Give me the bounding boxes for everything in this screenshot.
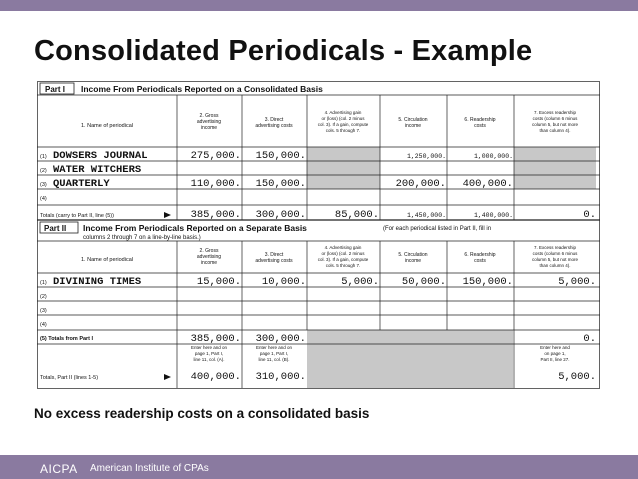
- part2-header: [40, 222, 491, 241]
- svg-text:WATER WITCHERS: WATER WITCHERS: [53, 164, 142, 176]
- svg-text:1,000,000.: 1,000,000.: [473, 153, 513, 160]
- svg-text:5,000.: 5,000.: [341, 276, 379, 288]
- svg-text:3. Direct: 3. Direct: [264, 117, 284, 123]
- svg-text:7. Excess readership: 7. Excess readership: [533, 245, 577, 250]
- svg-text:15,000.: 15,000.: [196, 276, 241, 288]
- svg-text:2. Gross: 2. Gross: [199, 248, 219, 254]
- part2-column-headers: [81, 245, 579, 268]
- svg-text:or (loss) (col. 2 minus: or (loss) (col. 2 minus: [321, 116, 365, 121]
- svg-text:cols. 5 through 7.: cols. 5 through 7.: [325, 128, 361, 133]
- svg-text:costs: costs: [474, 258, 486, 264]
- svg-text:DOWSERS JOURNAL: DOWSERS JOURNAL: [53, 150, 148, 162]
- svg-text:column 5, but not more: column 5, but not more: [531, 257, 579, 262]
- part1-header: [40, 83, 323, 94]
- svg-text:4. Advertising gain: 4. Advertising gain: [324, 110, 362, 115]
- svg-text:page 1, Part I,: page 1, Part I,: [259, 351, 289, 356]
- svg-text:4. Advertising gain: 4. Advertising gain: [324, 245, 362, 250]
- svg-text:(1): (1): [40, 280, 47, 286]
- svg-text:50,000.: 50,000.: [401, 276, 446, 288]
- svg-text:col. 3). If a gain, compute: col. 3). If a gain, compute: [317, 122, 369, 127]
- svg-text:3. Direct: 3. Direct: [264, 252, 284, 258]
- col1-header: 1. Name of periodical: [81, 123, 133, 129]
- svg-text:1. Name of periodical: 1. Name of periodical: [81, 257, 133, 263]
- svg-text:(3): (3): [40, 308, 47, 314]
- svg-text:310,000.: 310,000.: [255, 371, 306, 383]
- svg-text:5. Circulation: 5. Circulation: [398, 117, 428, 123]
- svg-text:Enter here and on: Enter here and on: [255, 345, 293, 350]
- table-row: [40, 196, 47, 202]
- svg-text:0.: 0.: [583, 209, 596, 221]
- svg-text:(4): (4): [40, 196, 47, 202]
- table-row: [40, 322, 47, 328]
- svg-text:400,000.: 400,000.: [462, 178, 513, 190]
- svg-text:2. Gross: 2. Gross: [199, 113, 219, 119]
- part1-totals-row: [40, 209, 596, 221]
- svg-text:costs (column 6 minus: costs (column 6 minus: [532, 116, 578, 121]
- svg-text:6. Readership: 6. Readership: [464, 117, 496, 123]
- svg-text:Part II, line 27.: Part II, line 27.: [540, 357, 570, 362]
- svg-text:5,000.: 5,000.: [558, 276, 596, 288]
- svg-text:income: income: [404, 258, 422, 264]
- svg-text:advertising costs: advertising costs: [255, 258, 293, 264]
- svg-text:QUARTERLY: QUARTERLY: [53, 178, 110, 190]
- table-row: [40, 294, 47, 300]
- part2-label: Part II: [44, 224, 67, 233]
- part1-heading: Income From Periodicals Reported on a Consolidated Basis: [81, 84, 323, 94]
- svg-text:columns 2 through 7 on a line-: columns 2 through 7 on a line-by-line basis.): [83, 235, 201, 241]
- svg-text:income: income: [200, 260, 218, 266]
- svg-text:cols. 5 through 7.: cols. 5 through 7.: [325, 263, 361, 268]
- svg-text:385,000.: 385,000.: [190, 209, 241, 221]
- svg-text:6. Readership: 6. Readership: [464, 252, 496, 258]
- svg-text:Enter here and: Enter here and: [540, 345, 570, 350]
- form-990t-schedule-j: [37, 81, 600, 390]
- svg-text:advertising: advertising: [196, 119, 222, 125]
- svg-text:1,400,000.: 1,400,000.: [473, 212, 513, 219]
- table-row: [40, 164, 141, 176]
- svg-text:(5) Totals from Part I: (5) Totals from Part I: [40, 336, 94, 342]
- svg-text:DIVINING TIMES: DIVINING TIMES: [53, 276, 142, 288]
- svg-text:or (loss) (col. 2 minus: or (loss) (col. 2 minus: [321, 251, 365, 256]
- svg-text:110,000.: 110,000.: [190, 178, 241, 190]
- svg-text:costs: costs: [474, 123, 486, 129]
- svg-text:5,000.: 5,000.: [558, 371, 596, 383]
- svg-text:5. Circulation: 5. Circulation: [398, 252, 428, 258]
- svg-text:than column 4).: than column 4).: [539, 263, 571, 268]
- svg-text:costs (column 6 minus: costs (column 6 minus: [532, 251, 578, 256]
- svg-text:(2): (2): [40, 168, 47, 174]
- svg-text:0.: 0.: [583, 333, 596, 345]
- part2-heading: Income From Periodicals Reported on a Separate Basis: [83, 223, 307, 233]
- part1-label: Part I: [45, 85, 66, 94]
- svg-text:1,450,000.: 1,450,000.: [406, 212, 446, 219]
- svg-text:400,000.: 400,000.: [190, 371, 241, 383]
- svg-text:(For each periodical listed in: (For each periodical listed in Part II, fill in: [383, 226, 492, 232]
- svg-text:200,000.: 200,000.: [395, 178, 446, 190]
- table-row: [40, 308, 47, 314]
- svg-text:1,250,000.: 1,250,000.: [406, 153, 446, 160]
- svg-text:Totals (carry to Part II, line: Totals (carry to Part II, line (5)): [40, 213, 114, 219]
- part1-rows: [40, 150, 513, 202]
- svg-text:income: income: [200, 125, 218, 131]
- svg-text:on page 1,: on page 1,: [544, 351, 566, 356]
- svg-text:150,000.: 150,000.: [462, 276, 513, 288]
- svg-text:Enter here and on: Enter here and on: [190, 345, 228, 350]
- aicpa-logo: AICPA: [40, 462, 78, 476]
- arrow-right-icon: [164, 212, 171, 218]
- part1-column-headers: [81, 110, 579, 133]
- svg-text:line 11, col. (A).: line 11, col. (A).: [193, 357, 225, 362]
- svg-text:7. Excess readership: 7. Excess readership: [533, 110, 577, 115]
- svg-text:column 5, but not more: column 5, but not more: [531, 122, 579, 127]
- svg-text:150,000.: 150,000.: [255, 178, 306, 190]
- svg-text:275,000.: 275,000.: [190, 150, 241, 162]
- svg-text:(1): (1): [40, 154, 47, 160]
- svg-text:advertising: advertising: [196, 254, 222, 260]
- svg-text:page 1, Part I,: page 1, Part I,: [194, 351, 224, 356]
- table-row: [40, 276, 596, 288]
- svg-text:advertising costs: advertising costs: [255, 123, 293, 129]
- slide-caption: No excess readership costs on a consolidated basis: [34, 406, 370, 421]
- footer-org-name: American Institute of CPAs: [90, 463, 209, 474]
- svg-text:300,000.: 300,000.: [255, 209, 306, 221]
- svg-text:(3): (3): [40, 182, 47, 188]
- svg-text:col. 3). If a gain, compute: col. 3). If a gain, compute: [317, 257, 369, 262]
- svg-text:(2): (2): [40, 294, 47, 300]
- svg-text:385,000.: 385,000.: [190, 333, 241, 345]
- arrow-right-icon: [164, 374, 171, 380]
- svg-text:line 11, col. (B).: line 11, col. (B).: [258, 357, 290, 362]
- top-accent-bar: [0, 0, 638, 11]
- svg-text:150,000.: 150,000.: [255, 150, 306, 162]
- svg-text:Totals, Part II (lines 1-5): Totals, Part II (lines 1-5): [40, 375, 99, 381]
- table-row: [40, 150, 513, 162]
- svg-text:10,000.: 10,000.: [261, 276, 306, 288]
- svg-text:(4): (4): [40, 322, 47, 328]
- table-row: [40, 178, 513, 190]
- svg-text:300,000.: 300,000.: [255, 333, 306, 345]
- slide-title: Consolidated Periodicals - Example: [34, 35, 533, 67]
- svg-text:than column 4).: than column 4).: [539, 128, 571, 133]
- svg-text:85,000.: 85,000.: [334, 209, 379, 221]
- svg-text:income: income: [404, 123, 422, 129]
